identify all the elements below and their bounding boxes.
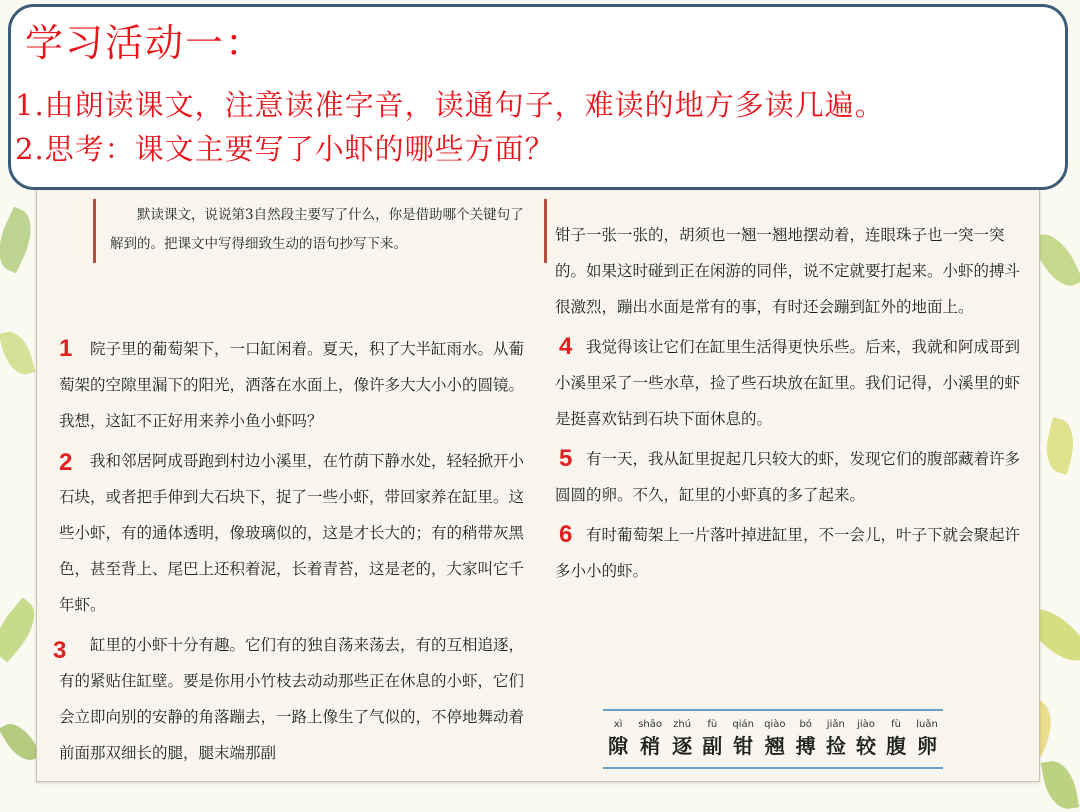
paragraph-text: 院子里的葡萄架下，一口缸闲着。夏天，积了大半缸雨水。从葡萄架的空隙里漏下的阳光，洒落在水面上，像许多大大小小的圆镜。我想，这缸不正好用来养小鱼小虾吗？ [59, 340, 525, 430]
vocab-item [672, 719, 692, 759]
paragraph-text: 我觉得该让它们在缸里生活得更快乐些。后来，我就和阿成哥到小溪里采了一些水草，捡了些石块放在缸里。我们记得，小溪里的虾是挺喜欢钻到石块下面休息的。 [555, 338, 1021, 428]
vocab-item [638, 719, 662, 759]
vocab-pinyin: fù [891, 719, 902, 730]
vocab-pinyin: qián [732, 719, 755, 730]
vocab-item [702, 719, 722, 759]
paragraph-number: 3 [53, 637, 67, 664]
vocabulary-box [603, 709, 943, 769]
vocab-character: 副 [702, 734, 723, 758]
paragraph-number: 2 [59, 449, 73, 476]
vocab-item [796, 719, 816, 759]
text-column-right [555, 217, 1021, 593]
vocab-pinyin: fù [707, 719, 718, 730]
text-column-left [53, 331, 529, 775]
vocab-character: 翘 [764, 734, 785, 758]
paragraph-text: 我和邻居阿成哥跑到村边小溪里，在竹荫下静水处，轻轻掀开小石块，或者把手伸到大石块下，捉了一些小虾，带回家养在缸里。这些小虾，有的通体透明，像玻璃似的，这是才长大的；有的稍带灰黑色，甚至背上、尾巴上还积着泥，长着青苔，这是老的，大家叫它千年虾。 [59, 452, 525, 614]
reading-prompt: 默读课文，说说第3自然段主要写了什么，你是借助哪个关键句了解到的。把课文中写得细致生动的语句抄写下来。 [93, 199, 547, 263]
vocab-character: 腹 [886, 734, 907, 758]
vocab-character: 钳 [733, 734, 754, 758]
textbook-page [36, 150, 1040, 782]
vocab-pinyin: xì [613, 719, 623, 730]
vocab-item [886, 719, 906, 759]
vocab-character: 隙 [608, 734, 629, 758]
paragraph-1 [59, 331, 529, 439]
paragraph-number: 5 [559, 445, 573, 472]
vocab-character: 稍 [640, 734, 661, 758]
activity-task-2: 2.思考：课文主要写了小虾的哪些方面？ [15, 132, 555, 166]
paragraph-3 [53, 627, 529, 771]
vocab-pinyin: zhú [673, 719, 692, 730]
activity-task-1: 1.由朗读课文，注意读准字音，读通句子，难读的地方多读几遍。 [15, 88, 885, 122]
vocab-pinyin: jiào [857, 719, 875, 730]
vocab-character: 卵 [917, 734, 938, 758]
vocab-pinyin: jiǎn [826, 719, 845, 730]
vocab-character: 搏 [795, 734, 816, 758]
vocab-item [916, 719, 938, 759]
vocabulary-row [603, 711, 943, 759]
vocab-item [732, 719, 754, 759]
vocab-item [764, 719, 785, 759]
vocab-pinyin: shāo [638, 719, 662, 730]
paragraph-4 [555, 329, 1021, 437]
decorative-leaf [1041, 758, 1079, 812]
paragraph-6 [555, 517, 1021, 589]
paragraph-text: 缸里的小虾十分有趣。它们有的独自荡来荡去，有的互相追逐，有的紧贴住缸壁。要是你用小竹枝去动动那些正在休息的小虾，它们会立即向别的安静的角落蹦去，一路上像生了气似的，不停地舞动着前面那双细长的腿，腿末端那副 [59, 636, 525, 762]
learning-activity-box [8, 4, 1068, 190]
decorative-leaf [1040, 417, 1080, 474]
vocab-character: 捡 [825, 734, 846, 758]
vocab-character: 逐 [672, 734, 693, 758]
paragraph-text: 钳子一张一张的，胡须也一翘一翘地摆动着，连眼珠子也一突一突的。如果这时碰到正在闲游的同伴，说不定就要打起来。小虾的搏斗很激烈，蹦出水面是常有的事，有时还会蹦到缸外的地面上。 [555, 226, 1021, 316]
vocab-character: 较 [855, 734, 876, 758]
paragraph-text: 有时葡萄架上一片落叶掉进缸里，不一会儿，叶子下就会聚起许多小小的虾。 [555, 526, 1021, 580]
paragraph-3-continued [555, 217, 1021, 325]
vocab-item [856, 719, 876, 759]
paragraph-text: 有一天，我从缸里捉起几只较大的虾，发现它们的腹部藏着许多圆圆的卵。不久，缸里的小虾真的多了起来。 [555, 450, 1021, 504]
vocab-pinyin: bó [799, 719, 812, 730]
paragraph-number: 4 [559, 333, 573, 360]
vocab-item [608, 719, 628, 759]
paragraph-5 [555, 441, 1021, 513]
activity-title: 学习活动一： [25, 21, 266, 65]
paragraph-2 [59, 443, 529, 623]
vocab-pinyin: qiào [764, 719, 786, 730]
vocab-item [826, 719, 846, 759]
vocab-pinyin: luǎn [916, 719, 938, 730]
paragraph-number: 6 [559, 521, 573, 548]
paragraph-number: 1 [59, 335, 73, 362]
decorative-leaf [0, 327, 36, 378]
